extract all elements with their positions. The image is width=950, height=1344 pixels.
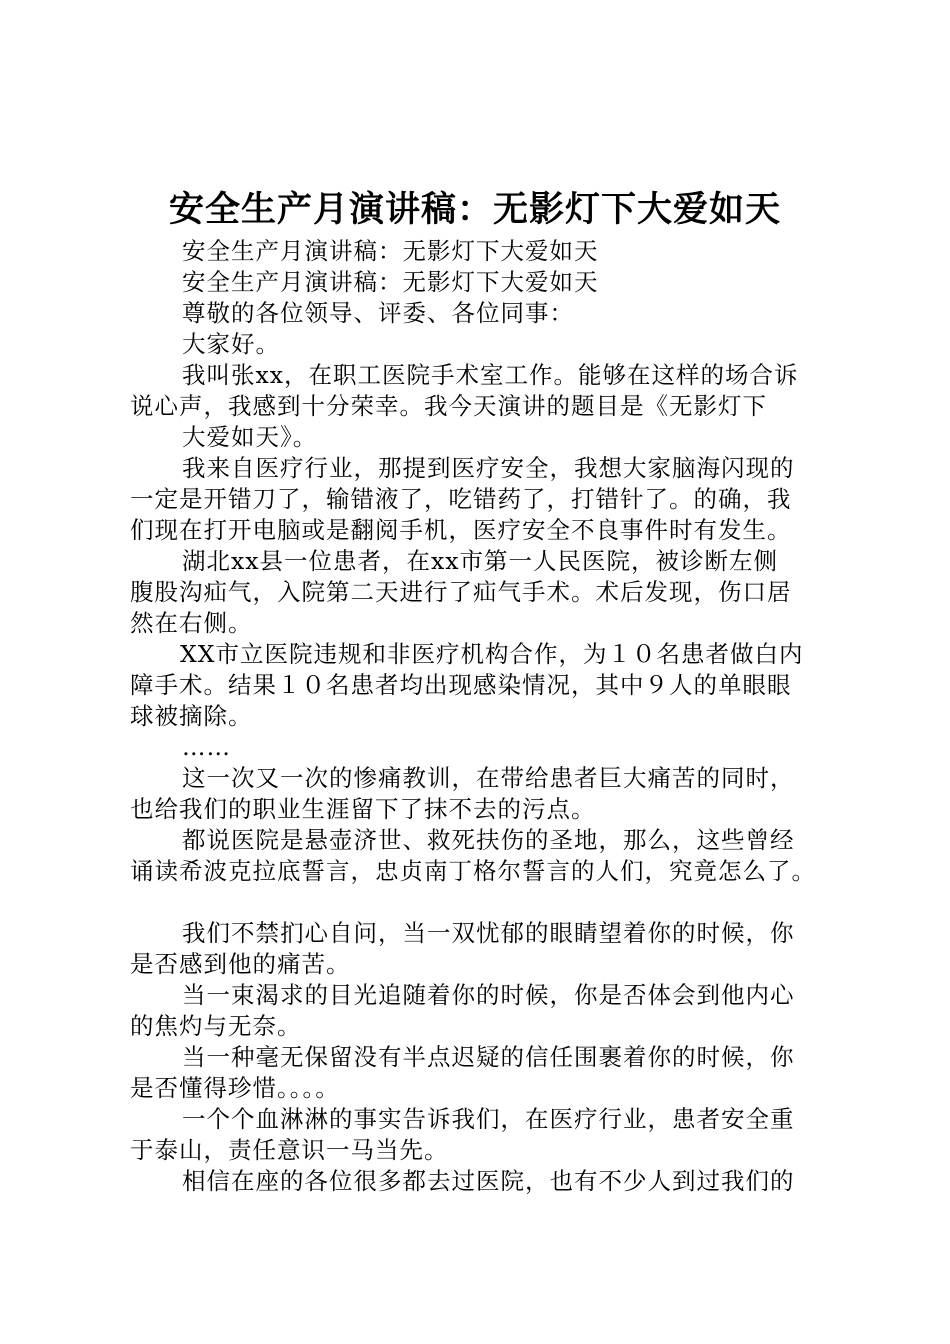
text-line: 然在右侧。 [130,609,253,637]
text-line: 的焦灼与无奈。 [130,1012,302,1040]
document-body [130,236,835,1197]
text-line: 也给我们的职业生涯留下了抹不去的污点。 [130,795,596,823]
text-line: 球被摘除。 [130,702,253,730]
text-line: 当一种毫无保留没有半点迟疑的信任围裹着你的时候，你 [182,1043,795,1071]
text-line: 我们不禁扪心自问，当一双忧郁的眼睛望着你的时候，你 [182,919,795,947]
text-line: 是否懂得珍惜。。。。 [130,1074,340,1102]
text-line: 都说医院是悬壶济世、救死扶伤的圣地，那么，这些曾经 [182,826,795,854]
document-title: 安全生产月演讲稿：无影灯下大爱如天 [168,190,781,230]
text-line: 大爱如天》。 [182,423,318,451]
text-line: 腹股沟疝气，入院第二天进行了疝气手术。术后发现，伤口居 [130,578,792,606]
text-line: 是否感到他的痛苦。 [130,950,351,978]
text-line: …… [182,733,231,761]
text-line: 诵读希波克拉底誓言，忠贞南丁格尔誓言的人们，究竟怎么了。 [130,857,816,885]
text-line: 安全生产月演讲稿：无影灯下大爱如天 [182,237,599,265]
text-line: 我来自医疗行业，那提到医疗安全，我想大家脑海闪现的 [182,454,795,482]
text-line: 这一次又一次的惨痛教训，在带给患者巨大痛苦的同时， [182,764,795,792]
text-line: 一定是开错刀了，输错液了，吃错药了，打错针了。的确，我 [130,485,792,513]
text-line: 湖北xx县一位患者，在xx市第一人民医院，被诊断左侧 [182,547,779,575]
text-line: 说心声，我感到十分荣幸。我今天演讲的题目是《无影灯下 [130,392,767,420]
text-line: 我叫张xx，在职工医院手术室工作。能够在这样的场合诉 [182,361,799,389]
text-line: 相信在座的各位很多都去过医院，也有不少人到过我们的 [182,1167,795,1195]
text-line: 于泰山，责任意识一马当先。 [130,1136,449,1164]
text-line: 障手术。结果１０名患者均出现感染情况，其中９人的单眼眼 [130,671,792,699]
text-line: 一个个血淋淋的事实告诉我们，在医疗行业，患者安全重 [182,1105,795,1133]
text-line: 当一束渴求的目光追随着你的时候，你是否体会到他内心 [182,981,795,1009]
text-line: XX市立医院违规和非医疗机构合作，为１０名患者做白内 [180,640,804,668]
text-line: 安全生产月演讲稿：无影灯下大爱如天 [182,268,599,296]
blank-line [130,887,835,918]
text-line: 尊敬的各位领导、评委、各位同事： [182,299,574,327]
text-line: 大家好。 [182,330,280,358]
text-line: 们现在打开电脑或是翻阅手机，医疗安全不良事件时有发生。 [130,516,792,544]
